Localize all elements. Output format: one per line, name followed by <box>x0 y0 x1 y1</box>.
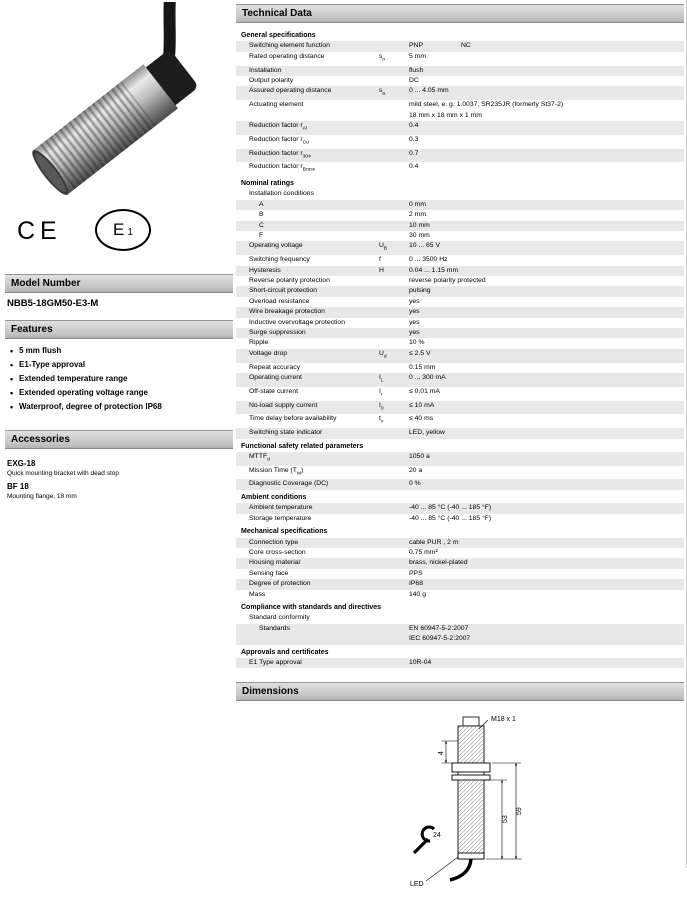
row-symbol: $I_L$ <box>379 374 384 384</box>
table-row <box>236 548 684 558</box>
row-label: Connection type <box>249 538 299 546</box>
row-value: PNP NC <box>409 42 471 50</box>
table-row <box>236 590 684 600</box>
row-label: Operating current <box>249 374 302 382</box>
drawing-washer <box>452 775 490 780</box>
row-label: Switching frequency <box>249 256 310 264</box>
row-value: 10 % <box>409 339 425 347</box>
table-row <box>236 338 684 348</box>
dimension-53-label: 53 <box>502 815 509 824</box>
row-symbol: $s_n$ <box>379 52 386 63</box>
table-row <box>236 121 684 135</box>
product-photo <box>5 2 233 204</box>
table-row <box>236 401 684 415</box>
dimensions-drawing-area <box>406 709 566 899</box>
table-row <box>236 266 684 276</box>
row-value: 0.15 mm <box>409 363 436 371</box>
section-title: Compliance with standards and directives <box>241 603 382 611</box>
row-label: Inductive overvoltage protection <box>249 318 345 326</box>
sensor-body <box>28 46 202 199</box>
row-value: 0 ... 3500 Hz <box>409 256 448 264</box>
row-value: 20 a <box>409 466 423 474</box>
row-value-secondary: NC <box>460 42 471 50</box>
row-label: Mass <box>249 590 266 598</box>
led-label: LED <box>410 881 424 889</box>
row-label: Wire breakage protection <box>249 308 325 316</box>
table-row <box>236 297 684 307</box>
row-label: Degree of protection <box>249 580 311 588</box>
table-row <box>236 255 684 265</box>
row-label: Standards <box>259 624 290 632</box>
accessory-description: Mounting flange, 18 mm <box>7 493 77 500</box>
row-value: 0 mm <box>409 200 426 208</box>
table-row <box>236 558 684 568</box>
row-value: flush <box>409 66 424 74</box>
section-title: Functional safety related parameters <box>241 442 364 450</box>
drawing-thread-upper <box>458 726 484 763</box>
row-value: 10 ... 65 V <box>409 242 440 250</box>
accessories-title: Accessories <box>11 434 70 445</box>
table-row <box>236 452 684 466</box>
row-value: yes <box>409 308 420 316</box>
row-value: 0 ... 4.05 mm <box>409 87 449 95</box>
table-row <box>236 100 684 121</box>
row-label: E1 Type approval <box>249 658 302 666</box>
row-label: Operating voltage <box>249 242 303 250</box>
drawing-nut <box>452 763 490 772</box>
row-label: Installation <box>249 66 282 74</box>
row-value: 5 mm <box>409 52 426 60</box>
features-title: Features <box>11 324 53 335</box>
approval-marks <box>5 205 233 271</box>
row-label: Surge suppression <box>249 329 306 337</box>
table-row <box>236 414 684 428</box>
drawing-cable <box>450 859 471 880</box>
table-row <box>236 363 684 373</box>
row-label: Assured operating distance <box>249 87 332 95</box>
ce-mark: CE <box>17 217 62 245</box>
row-value: 0 % <box>409 480 421 488</box>
table-row <box>236 66 684 76</box>
row-label: C <box>259 221 264 229</box>
dimensions-header <box>236 682 684 701</box>
row-label: $MTTF_d$ <box>249 452 270 463</box>
row-label: Reverse polarity protection <box>249 277 330 285</box>
row-label: Actuating element <box>249 101 304 109</box>
row-value: yes <box>409 318 420 326</box>
model-number-title: Model Number <box>11 278 81 289</box>
table-row <box>236 538 684 548</box>
e1-letter: E <box>113 220 125 239</box>
row-value: DC <box>409 76 419 84</box>
section-header-row <box>236 28 684 41</box>
table-row <box>236 503 684 513</box>
row-value: yes <box>409 329 420 337</box>
row-label: Storage temperature <box>249 514 312 522</box>
section-title: Ambient conditions <box>241 493 307 501</box>
table-row <box>236 349 684 363</box>
dimension-59-label: 59 <box>516 807 523 816</box>
technical-data-section <box>236 4 684 899</box>
section-header-row <box>236 490 684 503</box>
section-header-row <box>236 645 684 658</box>
accessories-list <box>7 454 231 503</box>
table-row <box>236 373 684 387</box>
technical-data-table <box>236 28 684 668</box>
row-value: 10 mm <box>409 221 430 229</box>
row-label: No-load supply current <box>249 401 318 409</box>
row-label: Overload resistance <box>249 297 310 305</box>
dimensions-drawing <box>406 709 566 894</box>
row-label: Hysteresis <box>249 266 281 274</box>
table-row <box>236 318 684 328</box>
row-value: yes <box>409 297 420 305</box>
subsection-row <box>236 613 684 623</box>
row-label: Core cross-section <box>249 548 306 556</box>
row-value: 30 mm <box>409 232 430 240</box>
row-value: -40 ... 85 °C (-40 ... 185 °F) <box>409 504 492 512</box>
table-row <box>236 387 684 401</box>
row-label: Installation conditions <box>249 190 314 198</box>
row-value: reverse polarity protected <box>409 277 486 285</box>
row-value: LED, yellow <box>409 429 445 437</box>
e1-number: 1 <box>127 227 133 238</box>
e1-mark <box>95 209 151 251</box>
model-number-header <box>5 274 233 293</box>
left-column <box>5 0 233 868</box>
wrench-size-label: 24 <box>433 832 441 840</box>
table-row <box>236 221 684 231</box>
row-value: ≤ 0.01 mA <box>409 387 440 395</box>
drawing-led-ring <box>458 853 484 859</box>
table-row <box>236 200 684 210</box>
row-value: PPS <box>409 569 423 577</box>
row-label: Repeat accuracy <box>249 363 301 371</box>
row-value: cable PUR , 2 m <box>409 538 459 546</box>
features-list <box>9 344 231 414</box>
row-value: 0.7 <box>409 149 419 157</box>
row-label: Sensing face <box>249 569 289 577</box>
row-value: 140 g <box>409 590 427 598</box>
row-symbol: $I_0$ <box>379 401 384 411</box>
row-symbol: $U_B$ <box>379 242 388 252</box>
section-header-row <box>236 176 684 189</box>
row-symbol: $I_r$ <box>379 387 383 398</box>
row-value: 0.3 <box>409 135 419 143</box>
table-row <box>236 569 684 579</box>
table-row <box>236 624 684 645</box>
table-row <box>236 162 684 176</box>
section-title: Nominal ratings <box>241 180 294 188</box>
feature-item: • Extended temperature range <box>9 372 231 386</box>
row-label: Reduction factor $r_{Cu}$ <box>249 135 309 146</box>
table-row <box>236 658 684 668</box>
row-symbol: $s_a$ <box>379 87 386 97</box>
table-row <box>236 428 684 438</box>
dimensions-title: Dimensions <box>242 686 299 698</box>
row-label: Housing material <box>249 559 300 567</box>
row-label: Time delay before availability <box>249 415 337 423</box>
accessory-name: EXG-18 <box>7 459 36 468</box>
accessory-description: Quick mounting bracket with dead stop <box>7 470 120 477</box>
table-row <box>236 231 684 241</box>
row-value: brass, nickel-plated <box>409 559 468 567</box>
table-row <box>236 41 684 51</box>
row-label: Off-state current <box>249 387 298 395</box>
row-label: Diagnostic Coverage (DC) <box>249 480 329 488</box>
table-row <box>236 86 684 100</box>
row-label: Output polarity <box>249 76 294 84</box>
row-value: 0.75 mm² <box>409 548 438 556</box>
table-row <box>236 579 684 589</box>
row-symbol: $U_d$ <box>379 349 387 360</box>
thread-size-label: M18 x 1 <box>491 716 516 724</box>
row-label: Ripple <box>249 339 269 347</box>
row-label: Ambient temperature <box>249 504 313 512</box>
row-label: Reduction factor $r_{Brass}$ <box>249 163 316 173</box>
feature-item: • 5 mm flush <box>9 344 231 358</box>
technical-data-title: Technical Data <box>242 8 312 19</box>
row-value: EN 60947-5-2:2007 IEC 60947-5-2:2007 <box>409 624 471 643</box>
row-value: -40 ... 85 °C (-40 ... 185 °F) <box>409 514 492 522</box>
row-label: Voltage drop <box>249 349 288 357</box>
row-label: F <box>259 232 264 240</box>
technical-data-header <box>236 4 684 23</box>
drawing-thread-lower <box>458 781 484 853</box>
row-value: IP68 <box>409 580 423 588</box>
row-symbol: f <box>379 256 381 264</box>
row-value: pulsing <box>409 287 431 295</box>
table-row <box>236 276 684 286</box>
row-label: Switching state indicator <box>249 429 323 437</box>
table-row <box>236 328 684 338</box>
table-row <box>236 286 684 296</box>
row-value: 0 ... 300 mA <box>409 374 446 382</box>
feature-item: • Extended operating voltage range <box>9 386 231 400</box>
row-value: mild steel, e. g. 1.0037, SR235JR (formerly St37-2) 18 mm x 18 mm x 1 mm <box>409 101 564 119</box>
drawing-cable-gland <box>463 717 479 726</box>
table-row <box>236 135 684 149</box>
section-title: General specifications <box>241 32 316 39</box>
row-value: 0.04 ... 1.15 mm <box>409 266 459 274</box>
row-value: 1050 a <box>409 452 430 460</box>
row-value: ≤ 40 ms <box>409 415 434 423</box>
accessories-header <box>5 430 233 449</box>
row-label: Rated operating distance <box>249 52 325 60</box>
dimension-4-label: 4 <box>438 751 445 756</box>
row-label: Reduction factor $r_{Al}$ <box>249 121 307 132</box>
model-number: NBB5-18GM50-E3-M <box>7 298 99 309</box>
section-title: Approvals and certificates <box>241 648 329 656</box>
table-row <box>236 210 684 220</box>
table-row <box>236 466 684 480</box>
table-row <box>236 514 684 524</box>
feature-item: • Waterproof, degree of protection IP68 <box>9 400 231 414</box>
table-row <box>236 52 684 66</box>
table-row <box>236 76 684 86</box>
row-label: Reduction factor $r_{304}$ <box>249 149 311 159</box>
section-header-row <box>236 524 684 537</box>
section-title: Mechanical specifications <box>241 528 328 536</box>
row-symbol: $t_v$ <box>379 415 384 425</box>
row-label: A <box>259 200 264 208</box>
row-value: 0.4 <box>409 121 419 129</box>
row-symbol: H <box>379 266 384 274</box>
table-row <box>236 241 684 255</box>
row-label: Mission Time $(T_M)$ <box>249 466 304 477</box>
row-value: ≤ 2.5 V <box>409 349 431 357</box>
table-row <box>236 307 684 317</box>
row-value: ≤ 10 mA <box>409 401 435 409</box>
row-value: 10R-04 <box>409 658 432 666</box>
row-label: Switching element function <box>249 42 330 50</box>
section-header-row <box>236 600 684 613</box>
table-row <box>236 479 684 489</box>
table-row <box>236 149 684 163</box>
features-header <box>5 320 233 339</box>
row-label: Standard conformity <box>249 614 310 622</box>
row-value: 2 mm <box>409 211 426 219</box>
feature-item: • E1-Type approval <box>9 358 231 372</box>
row-value: 0.4 <box>409 163 419 171</box>
row-label: Short-circuit protection <box>249 287 317 295</box>
row-label: B <box>259 211 264 219</box>
accessory-name: BF 18 <box>7 482 29 491</box>
subsection-row <box>236 189 684 199</box>
section-header-row <box>236 439 684 452</box>
